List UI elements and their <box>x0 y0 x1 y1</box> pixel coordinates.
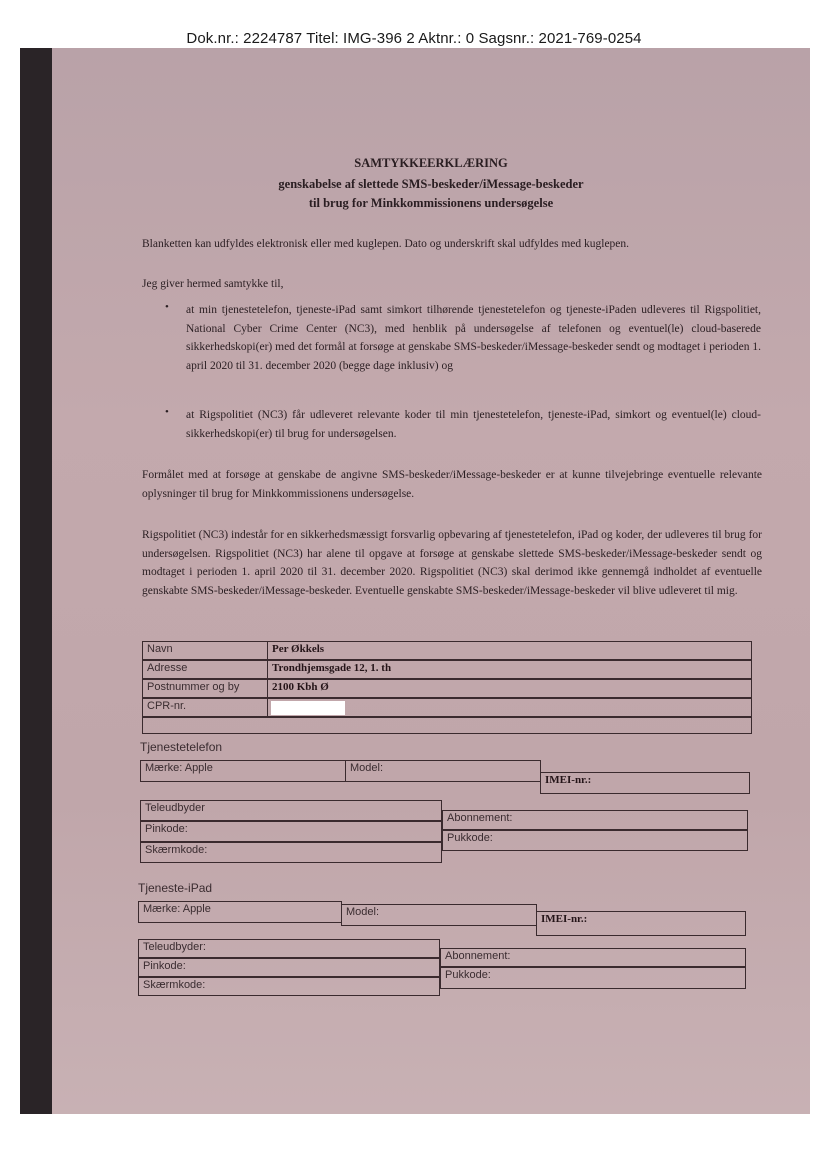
phone-model-field[interactable]: Model: <box>345 760 541 782</box>
name-field[interactable]: Per Økkels <box>267 641 752 660</box>
phone-screen-code-field[interactable]: Skærmkode: <box>140 842 442 863</box>
consent-form <box>52 48 810 1114</box>
phone-imei-label: IMEI-nr.: <box>545 774 592 786</box>
bullet-item-2: at Rigspolitiet (NC3) får udleveret relevante koder til min tjenestetelefon, tjeneste-iPad, simkort og eventuel(le) cloud-sikkerhedskopi(er) til brug for undersøgelsen. <box>186 409 761 440</box>
ipad-subscription-field[interactable]: Abonnement: <box>440 948 746 967</box>
ipad-provider-field[interactable]: Teleudbyder: <box>138 939 440 958</box>
redaction-box <box>271 701 345 715</box>
phone-pin-field[interactable]: Pinkode: <box>140 821 442 842</box>
ipad-model-field[interactable]: Model: <box>341 904 537 926</box>
ipad-imei-label: IMEI-nr.: <box>541 913 588 925</box>
ipad-puk-field[interactable]: Pukkode: <box>440 967 746 989</box>
document-header: Dok.nr.: 2224787 Titel: IMG-396 2 Aktnr.: 0 Sagsnr.: 2021-769-0254 <box>186 30 642 47</box>
phone-subscription-field[interactable]: Abonnement: <box>442 810 748 830</box>
bullet-marker: • <box>165 406 169 418</box>
ipad-brand-field[interactable]: Mærke: Apple <box>138 901 342 923</box>
bullet-item-1: at min tjenestetelefon, tjeneste-iPad samt simkort tilhørende tjenestetelefon og tjeneste-iPaden udleveres til Rigspolitiet, National Cyber Crime Center (NC3), med henblik på undersøgelse af telefonen og eventuel(le) cloud-baserede sikkerhedskopi(er) med det formål at forsøge at genskabe SMS-beskeder/iMessage-beskeder sendt og modtaget i perioden 1. april 2020 til 31. december 2020 (begge dage inklusiv) og <box>186 304 761 372</box>
phone-imei-field[interactable] <box>540 772 750 794</box>
bullet-marker: • <box>165 301 169 313</box>
zip-field[interactable]: 2100 Kbh Ø <box>267 679 752 698</box>
scan-edge-shadow <box>20 48 52 1114</box>
phone-section-heading: Tjenestetelefon <box>140 740 223 754</box>
address-label: Adresse <box>142 660 268 679</box>
name-label: Navn <box>142 641 268 660</box>
phone-brand-field[interactable]: Mærke: Apple <box>140 760 346 782</box>
ipad-screen-code-field[interactable]: Skærmkode: <box>138 977 440 996</box>
police-paragraph: Rigspolitiet (NC3) indestår for en sikkerhedsmæssigt forsvarlig opbevaring af tjenestetelefon, iPad og koder, der udleveres til brug for undersøgelsen. Rigspolitiet (NC3) har alene til opgave at forsøge at genskabe slettede SMS-beskeder/iMessage-beskeder sendt og modtaget i perioden 1. april 2020 til 31. december 2020. Rigspolitiet (NC3) skal derimod ikke gennemgå indholdet af eventuelle genskabte SMS-beskeder/iMessage-beskeder. Eventuelle genskabte SMS-beskeder/iMessage-beskeder vil blive udleveret til mig. <box>142 529 762 597</box>
form-subtitle-2: til brug for Minkkommissionens undersøgelse <box>308 196 554 210</box>
form-subtitle: genskabelse af slettede SMS-beskeder/iMessage-beskeder <box>278 177 584 191</box>
cpr-label: CPR-nr. <box>142 698 268 717</box>
address-field[interactable]: Trondhjemsgade 12, 1. th <box>267 660 752 679</box>
ipad-pin-field[interactable]: Pinkode: <box>138 958 440 977</box>
zip-label: Postnummer og by <box>142 679 268 698</box>
form-title: SAMTYKKEERKLÆRING <box>354 156 508 170</box>
purpose-paragraph: Formålet med at forsøge at genskabe de angivne SMS-beskeder/iMessage-beskeder er at kunne tilvejebringe eventuelle relevante oplysninger til brug for Minkkommissionens undersøgelse. <box>142 469 762 500</box>
phone-puk-field[interactable]: Pukkode: <box>442 830 748 851</box>
ipad-imei-field[interactable] <box>536 911 746 936</box>
empty-row <box>142 717 752 734</box>
consent-text: Jeg giver hermed samtykke til, <box>142 278 284 290</box>
intro-text: Blanketten kan udfyldes elektronisk eller med kuglepen. Dato og underskrift skal udfyldes med kuglepen. <box>142 238 630 250</box>
ipad-section-heading: Tjeneste-iPad <box>138 881 213 895</box>
phone-provider-field[interactable]: Teleudbyder <box>140 800 442 821</box>
